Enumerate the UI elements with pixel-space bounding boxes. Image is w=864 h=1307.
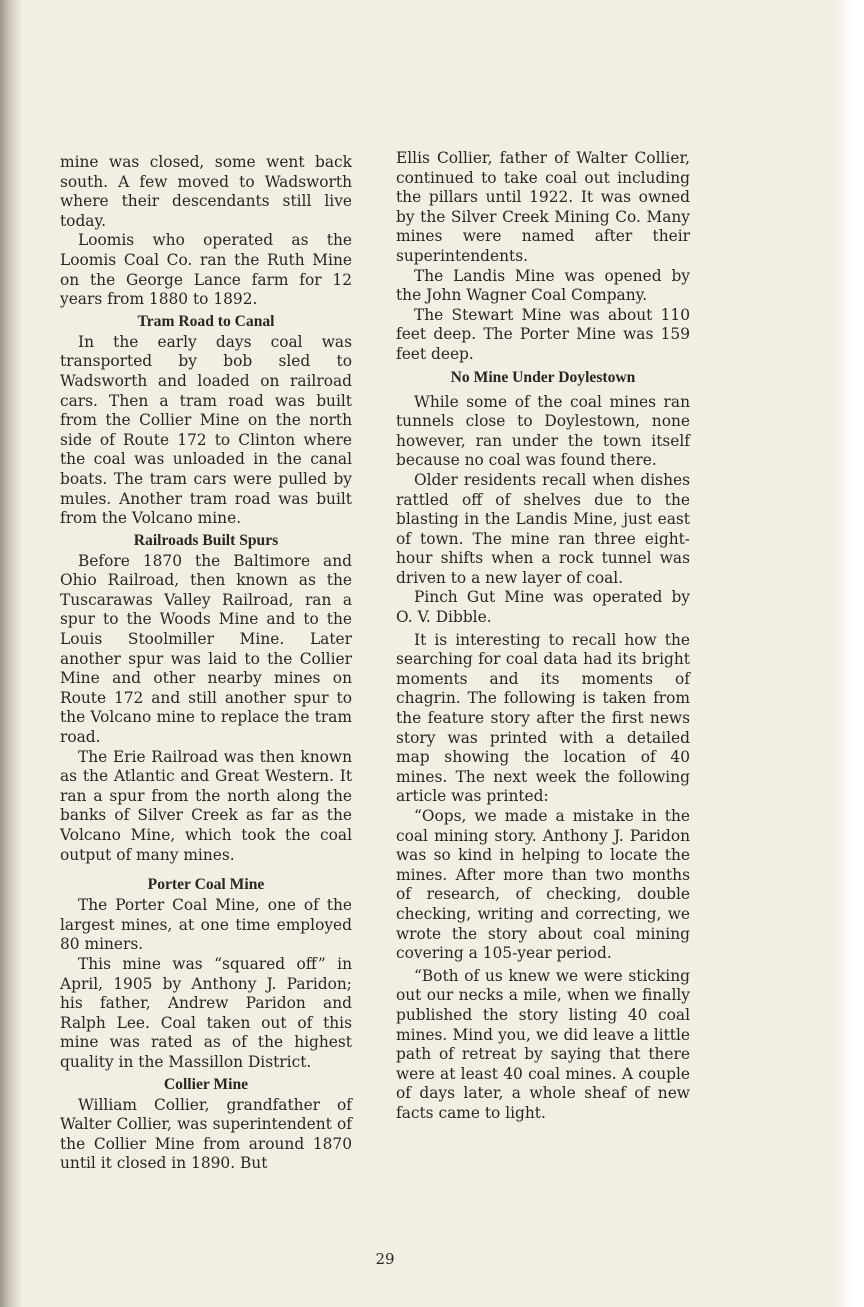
paragraph: William Collier, grandfather of Walter Collier, was superintendent of the Collier Mine from around 1870 until it closed in 1890. But [60, 1095, 352, 1173]
paragraph: Loomis who operated as the Loomis Coal Co. ran the Ruth Mine on the George Lance farm for 12 years from 1880 to 1892. [60, 231, 352, 309]
paragraph: Before 1870 the Baltimore and Ohio Railroad, then known as the Tuscarawas Valley Railroad, ran a spur to the Woods Mine and to the Louis Stoolmiller Mine. Later another spur was laid to the Collier Mine and other nearby mines on Route 172 and still another spur to the Volcano mine to replace the tram road. [60, 551, 352, 747]
paragraph: The Porter Coal Mine, one of the largest mines, at one time employed 80 miners. [60, 896, 352, 954]
paragraph: Older residents recall when dishes rattled off of shelves due to the blasting in the Landis Mine, just east of town. The mine ran three eight-hour shifts when a rock tunnel was driven to a new layer of coal. [396, 470, 690, 587]
book-spine-shadow [0, 0, 22, 1307]
paragraph: The Stewart Mine was about 110 feet deep. The Porter Mine was 159 feet deep. [396, 305, 690, 363]
left-column [60, 153, 352, 1174]
paragraph: “Both of us knew we were sticking out our necks a mile, when we finally published the story listing 40 coal mines. Mind you, we did leave a little path of retreat by saying that there were at least 40 coal mines. A couple of days later, a whole sheaf of new facts came to light. [396, 966, 690, 1122]
paragraph: While some of the coal mines ran tunnels close to Doylestown, none however, ran under the town itself because no coal was found there. [396, 392, 690, 470]
paragraph: Ellis Collier, father of Walter Collier, continued to take coal out including the pillars until 1922. It was owned by the Silver Creek Mining Co. Many mines were named after their superintendents. [396, 149, 690, 265]
section-heading-doylestown: No Mine Under Doylestown [450, 368, 636, 386]
section-heading-collier: Collier Mine [163, 1075, 249, 1093]
paragraph: This mine was “squared off” in April, 1905 by Anthony J. Paridon; his father, Andrew Paridon and Ralph Lee. Coal taken out of this mine was rated as of the highest quality in the Massillon District. [60, 954, 352, 1071]
paragraph: “Oops, we made a mistake in the coal mining story. Anthony J. Paridon was so kind in helping to locate the mines. After more than two months of research, of checking, double checking, writing and correcting, we wrote the story about coal mining covering a 105-year period. [396, 807, 690, 963]
paragraph: The Landis Mine was opened by the John Wagner Coal Company. [396, 266, 690, 305]
right-column [396, 149, 690, 1124]
paragraph: The Erie Railroad was then known as the Atlantic and Great Western. It ran a spur from the north along the banks of Silver Creek as far as the Volcano Mine, which took the coal output of many mines. [60, 747, 352, 864]
paragraph: mine was closed, some went back south. A few moved to Wadsworth where their descendants still live today. [60, 153, 352, 230]
section-heading-porter: Porter Coal Mine [147, 876, 265, 894]
page-edge [834, 0, 864, 1307]
section-heading-tram-road: Tram Road to Canal [137, 312, 275, 330]
paragraph: It is interesting to recall how the searching for coal data had its bright moments and its moments of chagrin. The following is taken from the feature story after the first news story was printed with a detailed map showing the location of 40 mines. The next week the following article was printed: [396, 630, 690, 806]
paragraph: Pinch Gut Mine was operated by O. V. Dibble. [396, 588, 690, 627]
page-number: 29 [375, 1250, 395, 1268]
section-heading-railroads: Railroads Built Spurs [133, 531, 279, 549]
paragraph: In the early days coal was transported by bob sled to Wadsworth and loaded on railroad cars. Then a tram road was built from the Collier Mine on the north side of Route 172 to Clinton where the coal was unloaded in the canal boats. The tram cars were pulled by mules. Another tram road was built from the Volcano mine. [60, 332, 352, 528]
